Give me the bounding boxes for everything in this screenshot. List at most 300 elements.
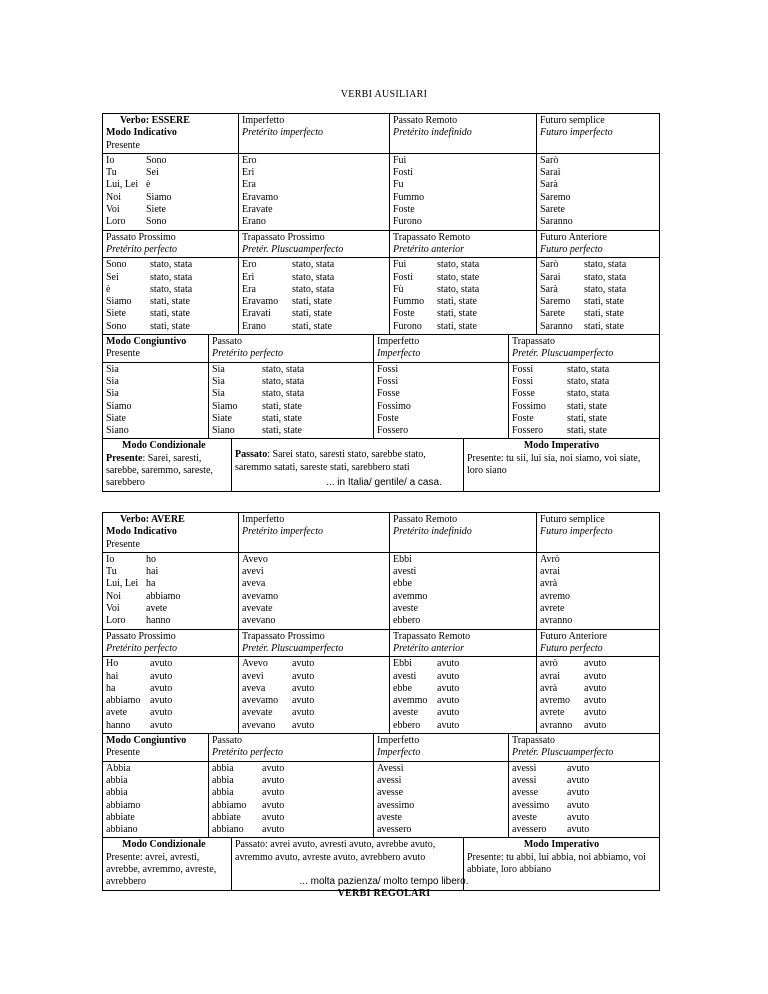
verb-form: Fossi [377,363,399,375]
present-form-pronoun: Io [106,154,115,166]
subjunctive-form-form: avuto [567,787,590,799]
present-forms-cell [103,154,239,230]
tense-heading-cell [239,114,390,153]
compound-form-form: stati, state [150,308,190,320]
compound-form-pronoun: ha [106,682,116,694]
tense-spanish: Imperfecto [377,747,421,759]
verb-form: Eravate [242,204,273,216]
subjunctive-form-form: stati, state [567,400,607,412]
tense-spanish: Presente [106,747,140,759]
subjunctive-form-pronoun: Fossero [512,425,544,437]
compound-form-form: avuto [584,707,607,719]
verb-form: Sia [106,375,119,387]
compound-heading-cell [239,231,390,258]
subjunctive-form-form: avuto [262,787,285,799]
compound-form [242,720,386,732]
compound-form-form: avuto [437,682,460,694]
present-form-pronoun: Lui, Lei [106,179,139,191]
conditional-past-forms: : avrei avuto, avresti avuto, avrebbe avuto, avremmo avuto, avreste avuto, avrebbero avuto [235,839,436,863]
subjunctive-heading-cell [103,734,209,761]
subjunctive-form-form: stati, state [567,425,607,437]
verb-form: ebbe [393,578,412,590]
compound-form [242,296,386,308]
subjunctive-form [512,775,656,787]
tense-label: Presente [106,538,140,550]
compound-form [540,308,656,320]
tense-spanish: Pretérito indefinido [393,127,472,139]
compound-form-pronoun: Fosti [393,271,414,283]
verb-form: avesti [393,566,417,578]
subjunctive-form-pronoun: Sia [212,388,225,400]
compound-form-pronoun: Fù [393,283,404,295]
compound-form-pronoun: Ero [242,259,257,271]
verb-form: Eravamo [242,191,279,203]
essere-table [102,113,660,492]
present-form [106,192,235,204]
compound-form [540,321,656,333]
compound-form [540,284,656,296]
simple-forms-cell [390,553,537,629]
compound-forms-row [103,258,659,335]
subjunctive-form [512,800,656,812]
subjunctive-forms-row [103,363,659,440]
compound-form [393,658,533,670]
subjunctive-form [512,364,656,376]
compound-forms-row [103,657,659,734]
present-forms-cell [103,553,239,629]
subjunctive-form [212,763,370,775]
verb-form: Era [242,179,256,191]
subjunctive-form-form: stato, stata [567,388,610,400]
simple-forms-cell [537,154,659,230]
subjunctive-form-pronoun: abbia [212,762,234,774]
present-form [106,155,235,167]
subjunctive-form-form: stati, state [262,425,302,437]
compound-form-form: avuto [584,670,607,682]
compound-form-pronoun: Fui [393,259,407,271]
subjunctive-form-pronoun: Foste [512,412,534,424]
tense-spanish: Futuro imperfecto [540,526,613,538]
verb-form: avessero [377,824,412,836]
subjunctive-form-pronoun: Fosse [512,388,535,400]
verb-form: Siate [106,412,126,424]
tense-spanish: Presente [106,348,140,360]
compound-form-pronoun: avremo [540,695,570,707]
subjunctive-form-pronoun: Siamo [212,400,238,412]
verb-form: Siano [106,425,129,437]
present-form [106,167,235,179]
compound-form-pronoun: hai [106,670,119,682]
tense-spanish: Futuro perfecto [540,243,603,255]
present-form-pronoun: Loro [106,615,126,627]
compound-form-form: stato, stata [150,259,193,271]
subjunctive-forms-cell [509,762,659,838]
subjunctive-form [212,413,370,425]
compound-form-form: stato, stata [150,271,193,283]
compound-form-form: avuto [292,682,315,694]
tense-name: Trapassato Prossimo [242,630,325,642]
tense-name: Futuro Anteriore [540,630,607,642]
compound-form-pronoun: avevi [242,670,264,682]
present-form-form: abbiamo [146,590,181,602]
verb-name: Verbo: ESSERE [120,115,190,126]
verb-form: Fui [393,154,407,166]
compound-form-form: avuto [150,682,173,694]
verb-form: Fossero [377,425,409,437]
compound-form-pronoun: avrò [540,658,558,670]
tense-name: Futuro semplice [540,115,605,126]
verb-form: Fossi [377,375,399,387]
compound-form [106,671,235,683]
compound-form-form: stati, state [150,320,190,332]
subjunctive-form-pronoun: abbia [212,774,234,786]
simple-forms-cell [239,553,390,629]
mood-label: Modo Indicativo [106,526,177,538]
compound-form [540,272,656,284]
compound-form-form: stati, state [292,296,332,308]
tense-name: Modo Congiuntivo [106,735,187,747]
present-form-form: Sei [146,167,159,179]
compound-form [393,296,533,308]
tense-spanish: Pretérito perfecto [212,747,283,759]
tense-name: Imperfetto [242,514,285,525]
present-form [106,179,235,191]
compound-form [106,695,235,707]
tense-name: Imperfetto [377,336,420,348]
compound-forms-cell [239,657,390,733]
verb-form: avevate [242,603,273,615]
compound-form-pronoun: avrete [540,707,565,719]
compound-form-form: stati, state [437,320,477,332]
compound-form-pronoun: Saranno [540,320,573,332]
compound-form [106,321,235,333]
subjunctive-header-row [103,335,659,363]
compound-form [393,695,533,707]
subjunctive-form [512,763,656,775]
compound-form-form: stato, stata [150,283,193,295]
conditional-past-text [235,449,460,474]
subjunctive-heading-cell [209,335,374,362]
present-form-pronoun: Lui, Lei [106,578,139,590]
compound-form [393,321,533,333]
compound-form [106,296,235,308]
compound-forms-cell [537,657,659,733]
compound-form-pronoun: Sarai [540,271,561,283]
subjunctive-form-form: avuto [262,811,285,823]
compound-form-pronoun: avevate [242,707,273,719]
subjunctive-form [212,824,370,836]
subjunctive-form-pronoun: Fossi [512,363,534,375]
verb-heading-cell [103,114,239,153]
subjunctive-form-form: avuto [262,774,285,786]
compound-form-pronoun: Eravati [242,308,271,320]
compound-form-form: stato, stata [437,283,480,295]
tense-heading-cell [390,114,537,153]
conditional-present-forms: : Sarei, saresti, sarebbe, saremmo, sareste, sarebbero [106,452,213,489]
verb-form: abbia [106,774,128,786]
compound-form-form: avuto [150,658,173,670]
compound-form-form: avuto [437,658,460,670]
tense-name: Modo Congiuntivo [106,336,187,348]
compound-heading-cell [537,630,659,657]
compound-form-form: stato, state [437,271,480,283]
compound-form-form: stati, state [292,320,332,332]
compound-form [242,683,386,695]
subjunctive-form-form: stati, state [567,412,607,424]
compound-form [540,695,656,707]
compound-heading-cell [390,630,537,657]
compound-heading-cell [239,630,390,657]
subjunctive-form-pronoun: Fossimo [512,400,546,412]
compound-form-form: stati, state [437,296,477,308]
subjunctive-form-pronoun: aveste [512,811,537,823]
compound-form [540,683,656,695]
compound-form-pronoun: Siete [106,308,126,320]
compound-forms-cell [390,657,537,733]
subjunctive-form [212,364,370,376]
compound-form-form: stato, stata [292,283,335,295]
verb-form: Sarai [540,167,561,179]
compound-form-form: avuto [292,670,315,682]
subjunctive-form [212,388,370,400]
subjunctive-form-pronoun: Siano [212,425,235,437]
simple-forms-row [103,154,659,231]
compound-form-pronoun: avevano [242,719,276,731]
verb-form: Saremo [540,191,571,203]
tense-spanish: Pretérito indefinido [393,526,472,538]
compound-form-form: avuto [292,719,315,731]
compound-form [393,720,533,732]
conditional-past-forms: : Sarei stato, saresti stato, sarebbe stato, saremmo satati, sareste stati, sarebbero stati [235,449,426,473]
compound-form [242,658,386,670]
avere-table [102,512,660,891]
essere-example-note: ... in Italia/ gentile/ a casa. [326,477,442,488]
subjunctive-heading-cell [103,335,209,362]
compound-form-form: avuto [437,670,460,682]
present-form [106,591,235,603]
verb-form: avrai [540,566,560,578]
subjunctive-form [212,812,370,824]
subjunctive-forms-cell [374,762,509,838]
verb-form: avesse [377,787,404,799]
compound-form-pronoun: Era [242,283,256,295]
subjunctive-form [512,824,656,836]
compound-form [393,683,533,695]
simple-forms-cell [390,154,537,230]
compound-form-pronoun: Sarete [540,308,565,320]
compound-form-form: stato, stata [292,259,335,271]
present-form-form: hanno [146,615,171,627]
verb-form: Sarò [540,154,559,166]
present-form [106,566,235,578]
subjunctive-form [212,401,370,413]
tense-spanish: Imperfecto [377,348,421,360]
tense-spanish: Futuro imperfecto [540,127,613,139]
compound-form-pronoun: Foste [393,308,415,320]
compound-form-form: avuto [150,670,173,682]
avere-example-note: ... molta pazienza/ molto tempo libero. [299,876,469,887]
compound-form-pronoun: Sei [106,271,119,283]
compound-form-pronoun: Erano [242,320,266,332]
compound-form-pronoun: avevamo [242,695,279,707]
verb-form: Sia [106,363,119,375]
present-form-pronoun: Io [106,553,115,565]
compound-form [540,671,656,683]
compound-form-form: avuto [437,719,460,731]
compound-form-pronoun: Ho [106,658,119,670]
verb-form: Sia [106,388,119,400]
compound-form-pronoun: Furono [393,320,422,332]
subjunctive-form-pronoun: avessi [512,774,537,786]
subjunctive-form-pronoun: avessimo [512,799,550,811]
compound-form-form: stato, stata [292,271,335,283]
compound-form-pronoun: Fummo [393,296,425,308]
present-form-form: Sono [146,154,167,166]
subjunctive-form-form: avuto [262,762,285,774]
present-form-pronoun: Voi [106,204,120,216]
subjunctive-form-form: avuto [567,811,590,823]
present-form-form: hai [146,566,159,578]
subjunctive-form [512,376,656,388]
compound-form-form: stato, stata [584,271,627,283]
subjunctive-form [212,775,370,787]
compound-form-form: stati, state [584,320,624,332]
present-form-pronoun: Tu [106,167,117,179]
verb-form: abbiate [106,811,135,823]
compound-form-form: avuto [584,719,607,731]
verb-form: avrete [540,603,565,615]
compound-form-pronoun: ebbe [393,682,412,694]
compound-form-pronoun: Saremo [540,296,571,308]
compound-form [393,284,533,296]
compound-form [540,720,656,732]
tense-spanish: Pretérito imperfecto [242,526,323,538]
compound-form-form: stato, stata [584,283,627,295]
compound-form-pronoun: Eri [242,271,255,283]
compound-form [106,720,235,732]
compound-form [393,259,533,271]
compound-form-form: stati, state [584,308,624,320]
compound-form-form: avuto [437,707,460,719]
compound-form [242,308,386,320]
verb-form: Foste [393,204,415,216]
compound-form [540,707,656,719]
compound-form-form: avuto [584,695,607,707]
compound-form [242,321,386,333]
compound-form-pronoun: Sono [106,259,127,271]
subjunctive-form-form: avuto [262,799,285,811]
present-form [106,615,235,627]
compound-form [106,683,235,695]
compound-form-pronoun: ebbero [393,719,421,731]
compound-forms-cell [239,258,390,334]
indicative-header-row [103,114,659,154]
verb-form: abbia [106,787,128,799]
subjunctive-form-form: avuto [567,799,590,811]
verb-form: avevamo [242,590,279,602]
subjunctive-form [512,425,656,437]
imperative-forms: Presente: tu abbi, lui abbia, noi abbiamo, voi abbiate, loro abbiano [467,851,646,876]
compound-form-pronoun: Siamo [106,296,132,308]
compound-form-form: stati, state [437,308,477,320]
verb-form: Siamo [106,400,132,412]
present-form-form: Siamo [146,191,172,203]
subjunctive-form-form: avuto [262,824,285,836]
verb-form: aveste [377,811,402,823]
verb-form: Ebbi [393,553,412,565]
verb-form: Fu [393,179,404,191]
compound-form [106,658,235,670]
compound-form [393,308,533,320]
verb-heading-cell [103,513,239,552]
conditional-heading: Modo Condizionale [122,839,206,851]
verb-form: Fosti [393,167,414,179]
verb-form: Foste [377,412,399,424]
compound-form-pronoun: Avevo [242,658,268,670]
imperative-forms: Presente: tu sii, lui sia, noi siamo, voi siate, loro siano [467,452,641,477]
verb-form: Fosse [377,388,400,400]
compound-form [106,272,235,284]
subjunctive-form [512,812,656,824]
subjunctive-form [512,388,656,400]
conditional-present-label: Presente [106,851,140,863]
verb-form: Furono [393,216,422,228]
compound-form [106,707,235,719]
compound-form-form: avuto [292,695,315,707]
tense-spanish: Pretérito perfecto [106,243,177,255]
conditional-present-label: Presente [106,452,143,464]
compound-form-form: stato, stata [437,259,480,271]
verb-form: aveva [242,578,266,590]
present-form-form: ho [146,553,156,565]
compound-form [242,695,386,707]
imperative-heading: Modo Imperativo [523,440,600,452]
compound-form [393,671,533,683]
subjunctive-form-form: avuto [567,774,590,786]
subjunctive-heading-cell [209,734,374,761]
compound-form-pronoun: avesti [393,670,417,682]
compound-form-pronoun: Sarà [540,283,558,295]
subjunctive-form-form: stati, state [262,412,302,424]
compound-form-pronoun: aveste [393,707,418,719]
present-form-form: Sono [146,216,167,228]
compound-form-form: avuto [437,695,460,707]
subjunctive-form-form: avuto [567,762,590,774]
tense-label: Presente [106,139,140,151]
subjunctive-form-form: stato, stata [262,375,305,387]
verb-form: Sarà [540,179,558,191]
subjunctive-forms-cell [374,363,509,439]
compound-form-form: avuto [150,719,173,731]
compound-header-row [103,630,659,658]
compound-form-pronoun: Sono [106,320,127,332]
compound-form [540,658,656,670]
compound-form-pronoun: avrà [540,682,558,694]
tense-heading-cell [537,114,659,153]
compound-forms-cell [537,258,659,334]
present-form-pronoun: Noi [106,191,121,203]
subjunctive-form [212,425,370,437]
tense-heading-cell [390,513,537,552]
compound-form-form: avuto [150,695,173,707]
subjunctive-form-pronoun: abbiano [212,824,244,836]
verb-form: avemmo [393,590,428,602]
present-form-form: è [146,179,151,191]
verb-form: avevi [242,566,264,578]
tense-spanish: Pretér. Pluscuamperfecto [242,642,344,654]
compound-form-form: avuto [150,707,173,719]
present-form [106,204,235,216]
